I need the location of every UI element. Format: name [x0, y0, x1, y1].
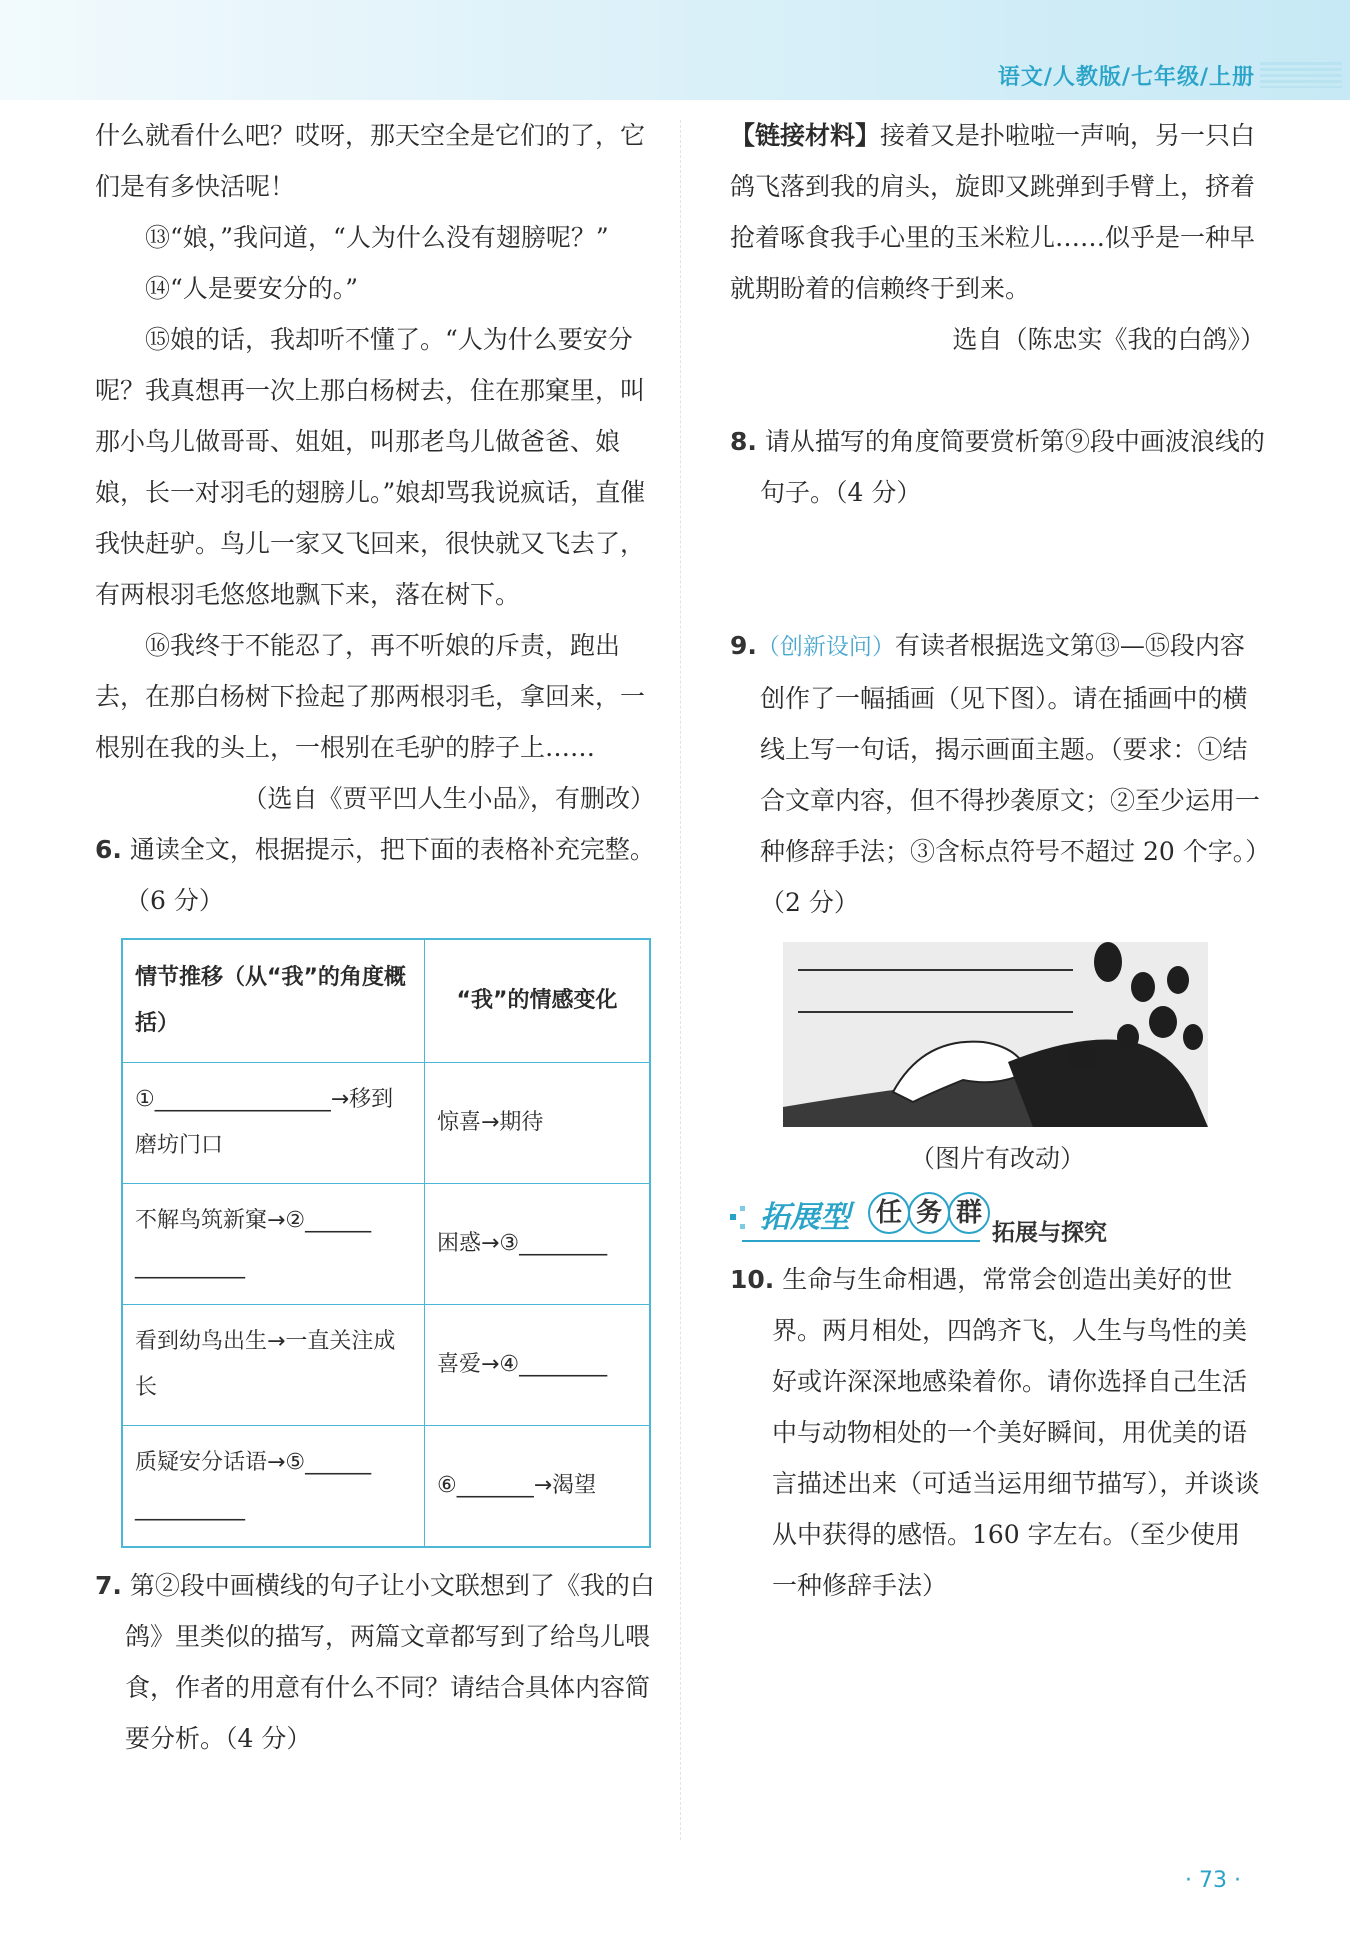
question-tag: （创新设问）	[756, 634, 895, 660]
table-row	[122, 1426, 650, 1548]
section-subtitle: 拓展与探究	[992, 1220, 1107, 1246]
answer-space	[730, 518, 1265, 620]
section-char: 群	[948, 1192, 990, 1234]
question-8	[730, 416, 1265, 518]
question-text: 请从描写的角度简要赏析第⑨段中画波浪线的句子。（4 分）	[760, 427, 1265, 507]
source-note: （选自《贾平凹人生小品》，有删改）	[242, 784, 655, 813]
right-column	[730, 110, 1265, 1611]
question-6	[95, 824, 655, 926]
question-number: 6.	[95, 835, 122, 864]
table-cell: 看到幼鸟出生→一直关注成长	[122, 1305, 425, 1426]
page-number: · 73 ·	[1185, 1868, 1241, 1893]
link-text: 接着又是扑啦啦一声响，另一只白鸽飞落到我的肩头，旋即又跳弹到手臂上，挤着抢着啄食我手心里的玉米粒儿……似乎是一种早就期盼着的信赖终于到来。	[730, 121, 1256, 303]
link-label: 【链接材料】	[730, 121, 881, 150]
paragraph-continued: 什么就看什么吧？哎呀，那天空全是它们的了，它们是有多快活呢！	[95, 121, 646, 201]
table-header-cell: “我”的情感变化	[425, 939, 651, 1063]
question-number: 10.	[730, 1265, 775, 1294]
paragraph-13: ⑬“娘，”我问道，“人为什么没有翅膀呢？”	[145, 223, 609, 252]
table-cell: 惊喜→期待	[425, 1063, 651, 1184]
table-row	[122, 1184, 650, 1305]
illustration-hand-and-birds	[783, 942, 1208, 1127]
table-cell[interactable]: ⑥_______→渴望	[425, 1426, 651, 1548]
illustration-image	[783, 942, 1208, 1127]
book-header: 语文/人教版/七年级/上册	[997, 65, 1255, 90]
plot-emotion-table	[121, 938, 651, 1548]
table-row	[122, 1305, 650, 1426]
spacer	[730, 365, 1265, 416]
question-9	[730, 620, 1265, 928]
column-divider	[680, 120, 681, 1840]
paragraph-16: ⑯我终于不能忍了，再不听娘的斥责，跑出去，在那白杨树下捡起了那两根羽毛，拿回来，一根别在我的头上，一根别在毛驴的脖子上……	[95, 631, 646, 762]
table-cell[interactable]: 喜爱→④________	[425, 1305, 651, 1426]
table-cell[interactable]: 质疑安分话语→⑤______ __________	[122, 1426, 425, 1548]
link-material	[730, 110, 1265, 314]
left-column	[95, 110, 655, 1764]
header-stripes	[1260, 62, 1342, 88]
table-cell[interactable]: 困惑→③________	[425, 1184, 651, 1305]
paragraph-15: ⑮娘的话，我却听不懂了。“人为什么要安分呢？我真想再一次上那白杨树去，住在那窠里，叫那小鸟儿做哥哥、姐姐，叫那老鸟儿做爸爸、娘娘，长一对羽毛的翅膀儿。”娘却骂我说疯话，直催我快赶驴。鸟儿一家又飞回来，很快就又飞去了，有两根羽毛悠悠地飘下来，落在树下。	[95, 325, 646, 609]
table-cell[interactable]: ①________________→移到磨坊门口	[122, 1063, 425, 1184]
illustration-caption: （图片有改动）	[909, 1144, 1085, 1173]
question-text: 有读者根据选文第⑬—⑮段内容创作了一幅插画（见下图）。请在插画中的横线上写一句话，揭示画面主题。（要求：①结合文章内容，但不得抄袭原文；②至少运用一种修辞手法；③含标点符号不超过 20 个字。）（2 分）	[760, 631, 1261, 917]
question-text: 通读全文，根据提示，把下面的表格补充完整。（6 分）	[125, 835, 655, 915]
question-7	[95, 1560, 655, 1764]
section-heading	[730, 1192, 1265, 1254]
question-text: 第②段中画横线的句子让小文联想到了《我的白鸽》里类似的描写，两篇文章都写到了给鸟儿喂食，作者的用意有什么不同？请结合具体内容简要分析。（4 分）	[125, 1571, 655, 1753]
link-source: 选自（陈忠实《我的白鸽》）	[952, 325, 1265, 354]
table-header-cell: 情节推移（从“我”的角度概括）	[122, 939, 425, 1063]
question-10	[730, 1254, 1265, 1611]
table-header-row	[122, 939, 650, 1063]
section-underline	[742, 1240, 980, 1242]
question-number: 8.	[730, 427, 757, 456]
paragraph-14: ⑭“人是要安分的。”	[145, 274, 359, 303]
table-row	[122, 1063, 650, 1184]
section-dots-icon	[730, 1204, 748, 1234]
section-char: 任	[868, 1192, 910, 1234]
question-text: 生命与生命相遇，常常会创造出美好的世界。两月相处，四鸽齐飞，人生与鸟性的美好或许深深地感染着你。请你选择自己生活中与动物相处的一个美好瞬间，用优美的语言描述出来（可适当运用细节描写），并谈谈从中获得的感悟。160 字左右。（至少使用一种修辞手法）	[772, 1265, 1260, 1600]
section-char: 务	[908, 1192, 950, 1234]
section-title: 拓展型	[760, 1200, 850, 1235]
table-cell[interactable]: 不解鸟筑新窠→②______ __________	[122, 1184, 425, 1305]
question-number: 7.	[95, 1571, 122, 1600]
question-number: 9.	[730, 631, 757, 660]
